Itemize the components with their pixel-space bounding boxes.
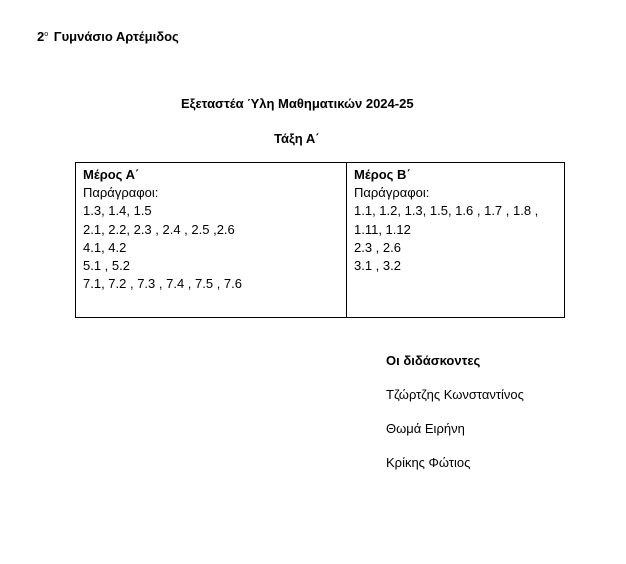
part-b-line: 1.1, 1.2, 1.3, 1.5, 1.6 , 1.7 , 1.8 , — [354, 203, 539, 219]
syllabus-row — [76, 163, 565, 318]
syllabus-table — [75, 162, 565, 318]
school-number-superscript: ο — [44, 31, 49, 38]
teachers-heading: Οι διδάσκοντες — [386, 353, 481, 368]
teachers-block — [386, 353, 524, 489]
teacher-name: Τζώρτζης Κωνσταντίνος — [386, 387, 524, 402]
part-b-heading: Μέρος Β΄ — [354, 167, 411, 182]
document-title: Εξεταστέα Ύλη Μαθηματικών 2024-25 — [181, 96, 414, 111]
teacher-name: Θωμά Ειρήνη — [386, 421, 465, 436]
part-b-label: Παράγραφοι: — [354, 185, 430, 201]
school-name-heading — [37, 29, 179, 44]
school-name: Γυμνάσιο Αρτέμιδος — [53, 29, 179, 44]
school-number: 2 — [37, 29, 45, 44]
part-b-line: 2.3 , 2.6 — [354, 239, 401, 255]
teacher-name: Κρίκης Φώτιος — [386, 455, 471, 470]
part-a-heading: Μέρος Α΄ — [83, 167, 140, 182]
part-a-line: 5.1 , 5.2 — [83, 258, 130, 274]
part-a-line: 7.1, 7.2 , 7.3 , 7.4 , 7.5 , 7.6 — [83, 276, 242, 292]
part-a-line: 1.3, 1.4, 1.5 — [83, 203, 152, 219]
part-b-cell — [347, 163, 565, 318]
part-a-cell — [76, 163, 347, 318]
part-a-line: 2.1, 2.2, 2.3 , 2.4 , 2.5 ,2.6 — [83, 221, 235, 237]
part-b-line: 1.11, 1.12 — [354, 221, 411, 237]
part-a-line: 4.1, 4.2 — [83, 239, 127, 255]
class-subtitle: Τάξη Α΄ — [274, 131, 320, 146]
part-b-line: 3.1 , 3.2 — [354, 258, 401, 274]
part-a-label: Παράγραφοι: — [83, 185, 159, 201]
